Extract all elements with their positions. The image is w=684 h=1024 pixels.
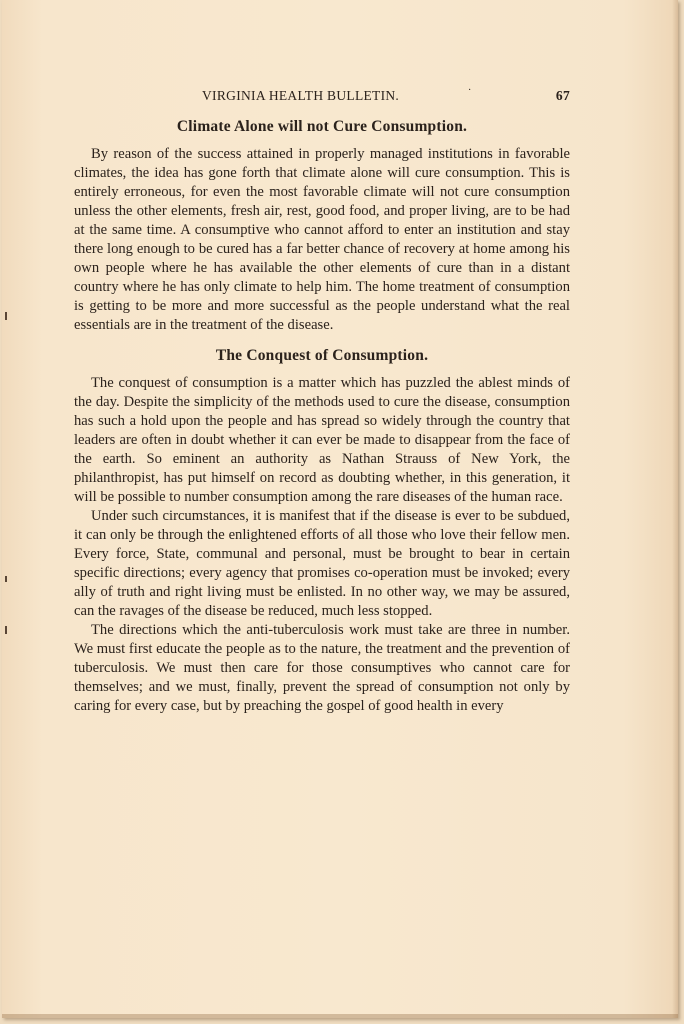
article-body [74, 85, 570, 716]
page-bottom-edge [2, 1014, 678, 1018]
section-title-climate: Climate Alone will not Cure Consumption. [176, 118, 468, 135]
paragraph-conquest-3: The directions which the anti-tuberculosis work must take are three in number. We must first educate the people as to the nature, the treatment and the prevention of tuberculosis. We must then care for those consumptives who cannot care for themselves; and we must, finally, prevent the spread of consumption not only by caring for every case, but by preaching the gospel of good health in every [74, 622, 570, 714]
running-title: VIRGINIA HEALTH BULLETIN. [202, 88, 400, 103]
page-number: 67 [555, 88, 570, 103]
running-header [74, 85, 570, 108]
section-title-conquest: The Conquest of Consumption. [215, 347, 429, 364]
paragraph-climate: By reason of the success attained in properly managed institutions in favorable climates, the idea has gone forth that climate alone will cure consumption. This is entirely erroneous, for even the most favorable climate will not cure consumption unless the other elements, fresh air, rest, good food, and proper living, are to be had at the same time. A consumptive who cannot afford to enter an institution and stay there long enough to be cured has a far better chance of recovery at home among his own people where he has available the other elements of cure than in a distant country where he has only climate to help him. The home treatment of consumption is getting to be more and more successful as the people understand what the real essentials are in the treatment of the disease. [74, 146, 570, 333]
paragraph-conquest-2: Under such circumstances, it is manifest that if the disease is ever to be subdued, it can only be through the enlightened efforts of all those who love their fellow men. Every force, State, communal and personal, must be brought to bear in certain specific directions; every agency that promises co-operation must be invoked; every ally of truth and right living must be enlisted. In no other way, we may be assured, can the ravages of the disease be reduced, much less stopped. [74, 508, 570, 619]
page [2, 0, 678, 1018]
page-edge-shadow [672, 0, 678, 1018]
margin-ink-mark [5, 626, 7, 634]
margin-ink-mark [5, 576, 7, 582]
paragraph-conquest-1: The conquest of consumption is a matter which has puzzled the ablest minds of the day. Despite the simplicity of the methods used to cure the disease, consumption has such a hold upon the people and has spread so widely through the country that leaders are often in doubt whether it can ever be made to disappear from the face of the earth. So eminent an authority as Nathan Strauss of New York, the philanthropist, has put himself on record as doubting whether, in this generation, it will be possible to number consumption among the rare diseases of the human race. [74, 375, 570, 505]
header-dot: · [468, 85, 472, 96]
margin-ink-mark [5, 312, 7, 320]
